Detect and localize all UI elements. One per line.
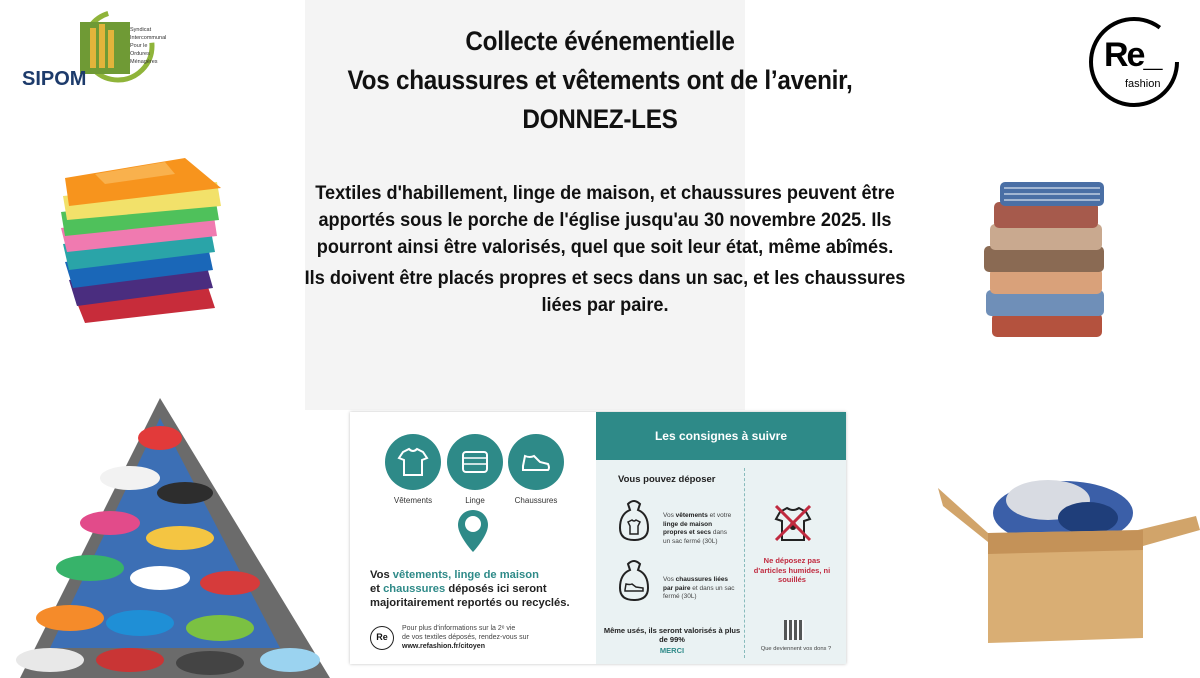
bag-shoes-icon [614, 558, 654, 604]
bag1-c: et votre [707, 512, 732, 519]
merci-text: MERCI [659, 646, 685, 655]
title-line-3: DONNEZ-LES [522, 104, 678, 134]
can-deposit-title: Vous pouvez déposer [618, 474, 716, 485]
shoe-icon [520, 446, 552, 478]
column-divider [744, 468, 745, 658]
title-line-2: Vos chaussures et vêtements ont de l’avenir, [347, 65, 853, 95]
summary-text [602, 626, 742, 655]
refashion-mark: Re_ [1104, 36, 1161, 74]
info-line-1: Pour plus d'informations sur la 2ᵉ vie [402, 625, 516, 632]
qr-caption: Que deviennent vos dons ? [760, 646, 832, 652]
shoes-pile-image [10, 398, 330, 678]
bag-clothes-icon [614, 498, 654, 544]
main-highlight-1: vêtements, linge de maison [392, 569, 539, 581]
sipom-subtitle-4: Ordures [130, 51, 150, 57]
title-line-1: Collecte événementielle [465, 26, 735, 56]
info-line-2: de vos textiles déposés, rendez-vous sur [402, 634, 529, 641]
linen-icon [459, 446, 491, 478]
bag2-d: et dans un sac fermé (30L) [663, 584, 735, 600]
poster-right-panel [596, 412, 846, 664]
sipom-name: SIPOM [22, 68, 87, 90]
qr-code[interactable] [784, 620, 804, 640]
vetements-label: Vêtements [393, 496, 433, 505]
sipom-logo [18, 8, 168, 98]
tshirt-icon [397, 446, 429, 478]
clothes-box-image [938, 468, 1200, 658]
bag1-b1: vêtements [675, 512, 708, 519]
refashion-poster [350, 412, 846, 664]
sipom-subtitle-2: Intercommunal [130, 35, 167, 41]
bag2-b1: chaussures liées par paire [663, 576, 729, 592]
refashion-logo [1086, 14, 1186, 114]
info-text [303, 180, 908, 319]
poster-info-text [402, 624, 592, 651]
main-middle: et [370, 583, 384, 595]
sipom-subtitle-1: Syndicat [130, 27, 152, 33]
bag-shoes-text [663, 576, 735, 602]
chaussures-circle [508, 434, 564, 490]
bag1-a: Vos [663, 512, 676, 519]
info-paragraph-2: Ils doivent être placés propres et secs dans un sac, et les chaussures liées par paire. [304, 267, 906, 316]
linge-circle [447, 434, 503, 490]
vetements-circle [385, 434, 441, 490]
location-pin-icon [456, 508, 490, 554]
main-suffix: déposés ici seront majoritairement reportés ou recyclés. [370, 583, 570, 609]
refashion-url: www.refashion.fr/citoyen [402, 643, 485, 650]
consignes-title: Les consignes à suivre [596, 412, 846, 460]
main-highlight-2: chaussures [383, 583, 446, 595]
page-title [285, 22, 915, 139]
folded-shirts-image [980, 178, 1120, 343]
linge-label: Linge [465, 496, 485, 505]
refashion-mini-logo: Re [370, 626, 394, 650]
sipom-subtitle-5: Ménagères [130, 59, 158, 65]
sipom-subtitle-3: Pour le [130, 43, 148, 49]
info-paragraph-1: Textiles d'habillement, linge de maison, et chaussures peuvent être apportés sous le porche de l'église jusqu'au 30 novembre 2025. Ils pourront ainsi être valorisés, quel que soit leur état, même abîmés. [315, 182, 895, 258]
refashion-word: fashion [1125, 78, 1161, 90]
chaussures-label: Chaussures [514, 496, 558, 505]
main-prefix: Vos [370, 569, 393, 581]
summary-line: Même usés, ils seront valorisés à plus de 99% [603, 626, 741, 644]
bag2-a: Vos [663, 576, 676, 583]
bag1-b2: linge de maison propres et secs [663, 520, 713, 536]
no-wet-items-icon [770, 500, 816, 546]
bag-clothes-text [663, 512, 735, 546]
no-deposit-warning: Ne déposez pas d'articles humides, ni souillés [753, 556, 831, 584]
poster-main-text [370, 568, 600, 610]
bag1-d: dans un sac fermé (30L) [663, 529, 727, 545]
poster-left-panel [350, 412, 596, 664]
folded-clothes-image [55, 148, 225, 328]
